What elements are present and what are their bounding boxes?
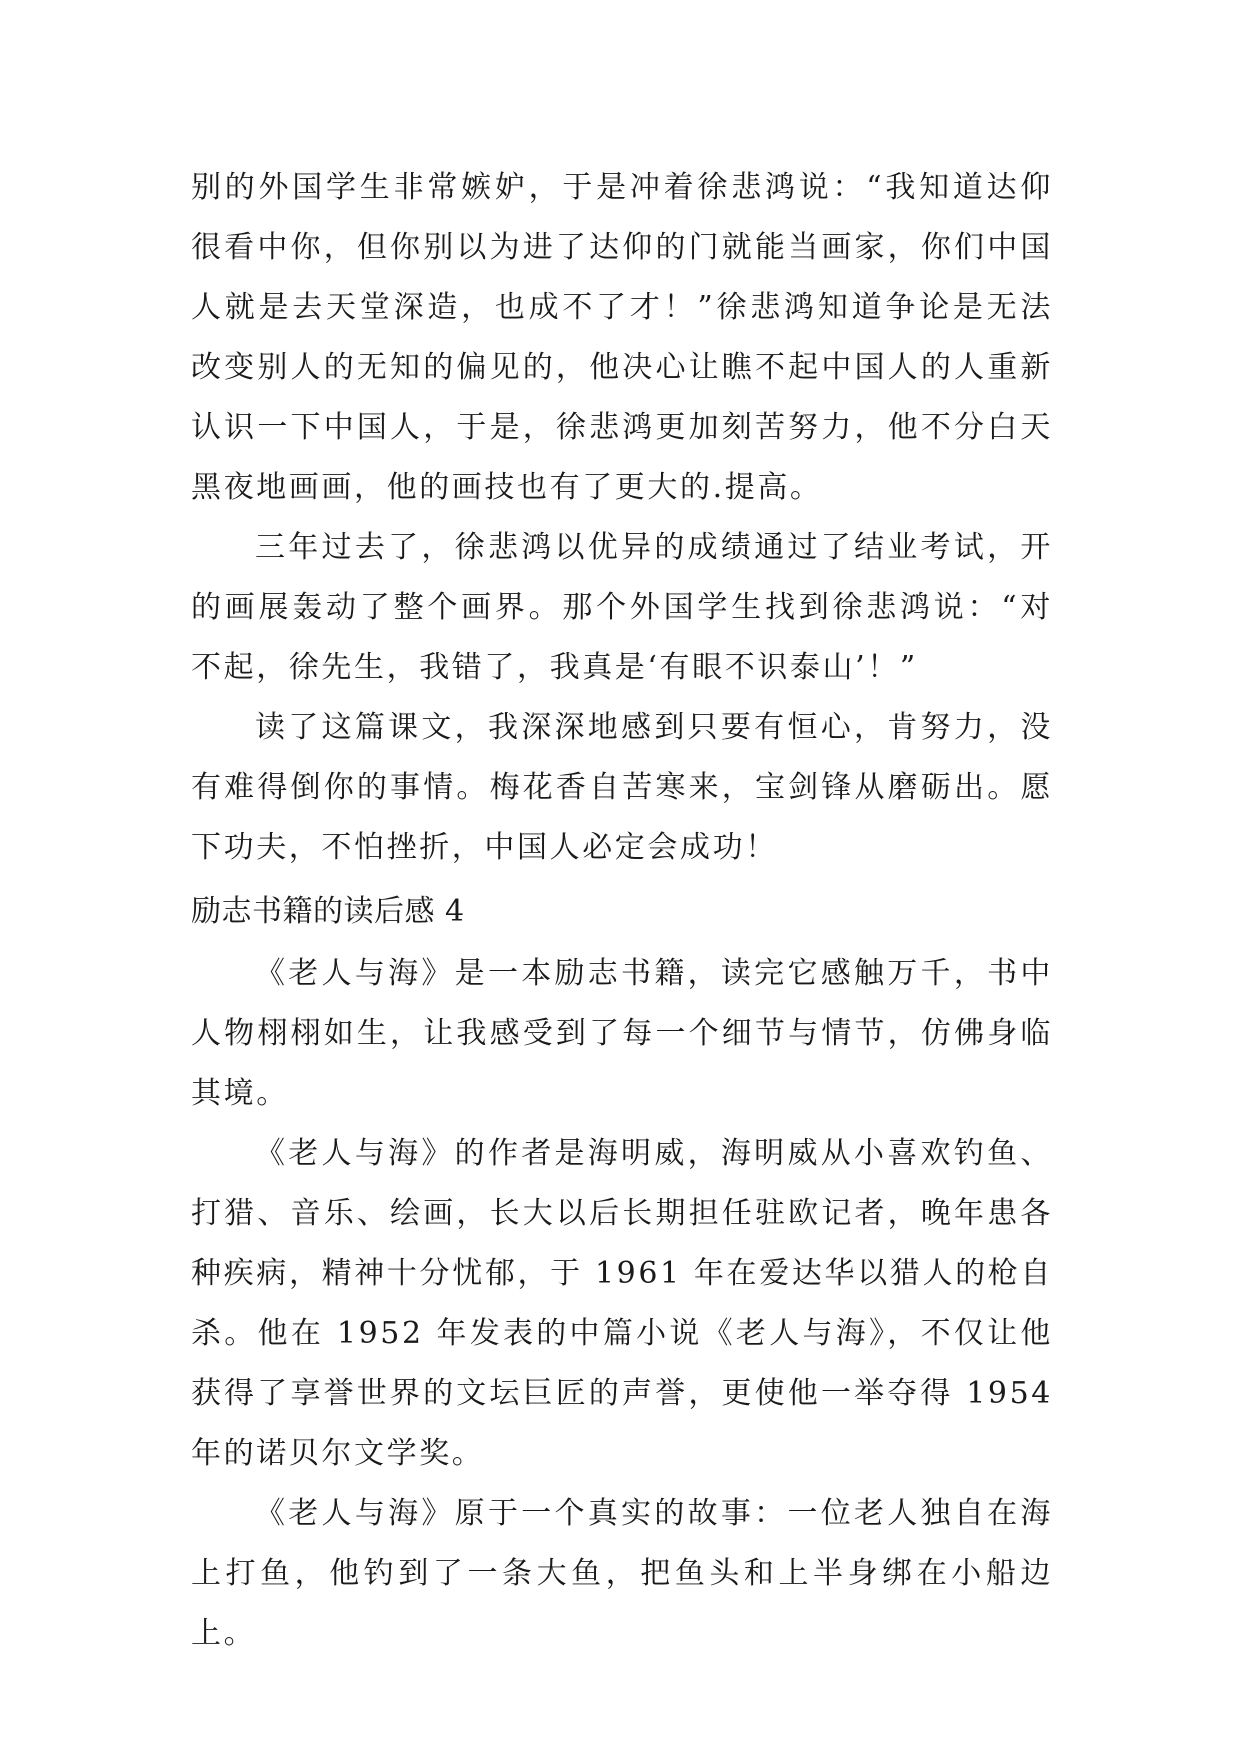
paragraph-xu-beihong-envy: 别的外国学生非常嫉妒，于是冲着徐悲鸿说：“我知道达仰很看中你，但你别以为进了达仰的门就能当画家，你们中国人就是去天堂深造，也成不了才！”徐悲鸿知道争论是无法改变别人的无知的偏见的，他决心让瞧不起中国人的人重新认识一下中国人，于是，徐悲鸿更加刻苦努力，他不分白天黑夜地画画，他的画技也有了更大的.提高。 bbox=[191, 170, 1053, 505]
paragraph-old-man-sea-intro: 《老人与海》是一本励志书籍，读完它感触万千，书中人物栩栩如生，让我感受到了每一个细节与情节，仿佛身临其境。 bbox=[191, 956, 1053, 1111]
paragraph-xu-beihong-exhibition: 三年过去了，徐悲鸿以优异的成绩通过了结业考试，开的画展轰动了整个画界。那个外国学生找到徐悲鸿说：“对不起，徐先生，我错了，我真是‘有眼不识泰山’！” bbox=[191, 530, 1053, 685]
document-body bbox=[191, 158, 1053, 1664]
paragraph-hemingway-bio: 《老人与海》的作者是海明威，海明威从小喜欢钓鱼、打猎、音乐、绘画，长大以后长期担任驻欧记者，晚年患各种疾病，精神十分忧郁，于 1961 年在爱达华以猎人的枪自杀。他在 1952 年发表的中篇小说《老人与海》，不仅让他获得了享誉世界的文坛巨匠的声誉，更使他一举夺得 1954 年的诺贝尔文学奖。 bbox=[191, 1136, 1053, 1471]
section-heading: 励志书籍的读后感 4 bbox=[191, 894, 465, 929]
paragraph-true-story: 《老人与海》原于一个真实的故事：一位老人独自在海上打鱼，他钓到了一条大鱼，把鱼头和上半身绑在小船边上。 bbox=[191, 1496, 1053, 1651]
paragraph-reflection: 读了这篇课文，我深深地感到只要有恒心，肯努力，没有难得倒你的事情。梅花香自苦寒来，宝剑锋从磨砺出。愿下功夫，不怕挫折，中国人必定会成功！ bbox=[191, 710, 1053, 865]
